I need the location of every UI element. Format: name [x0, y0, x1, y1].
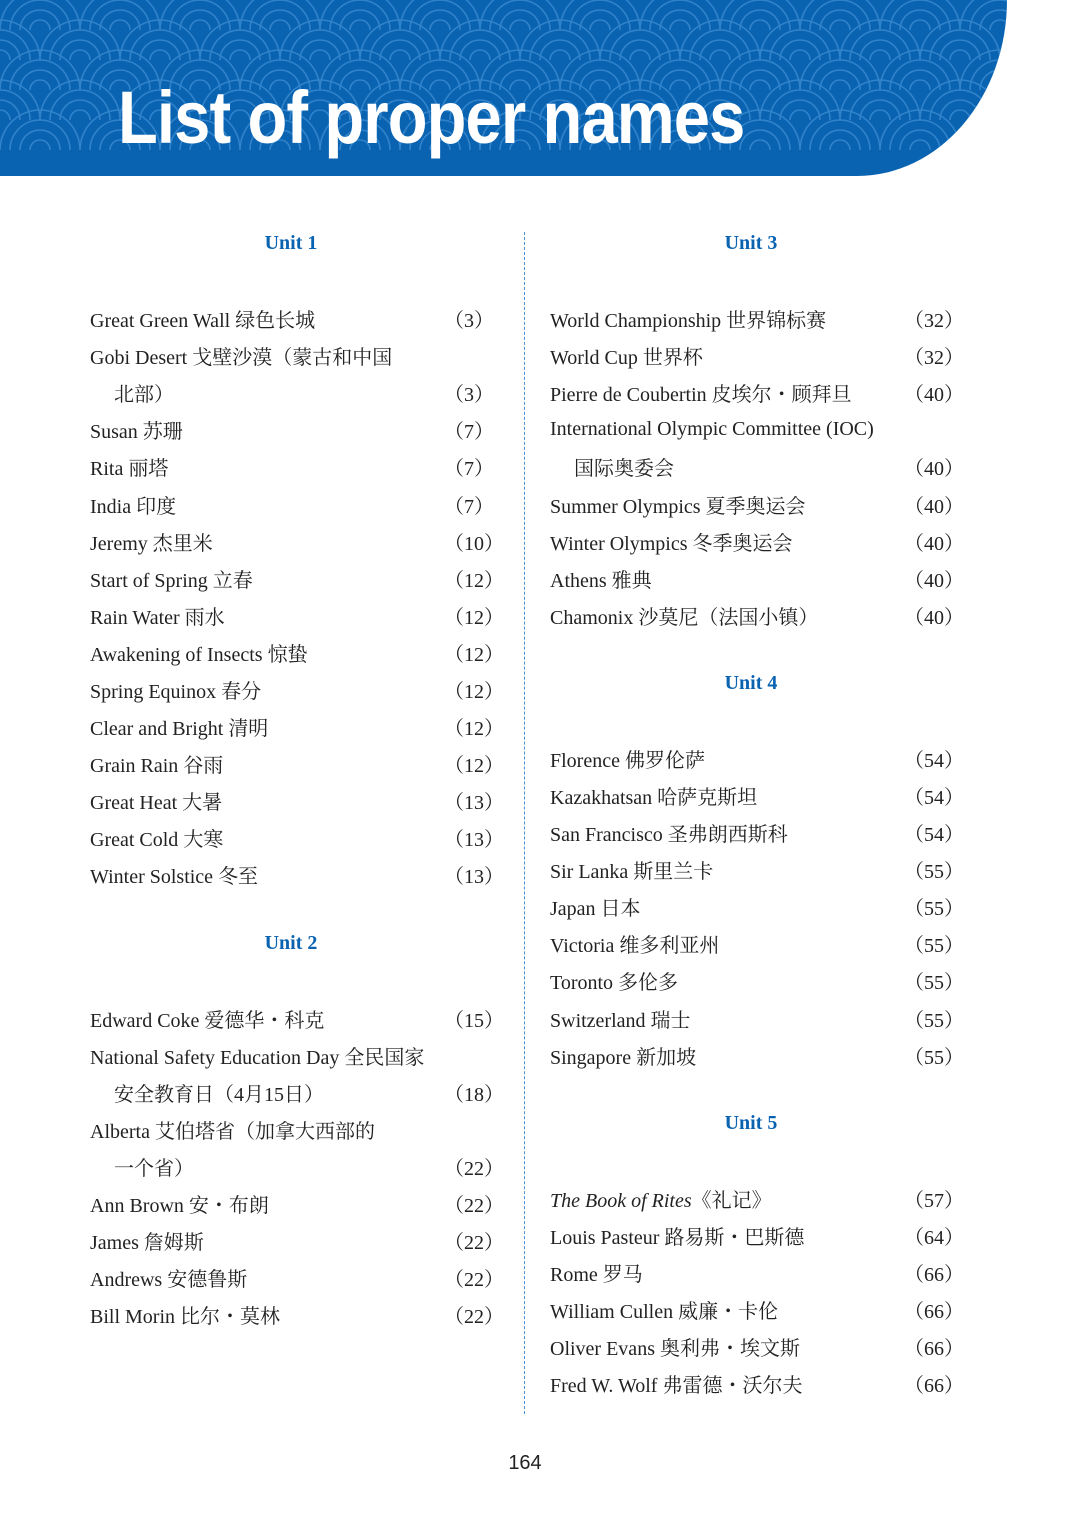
english-name: William Cullen: [550, 1301, 674, 1324]
chinese-name: 比尔・莫林: [180, 1306, 281, 1329]
unit-heading: Unit 1: [264, 232, 318, 254]
wave-arc: [830, 80, 850, 90]
name-entry-row: [90, 597, 504, 634]
page-reference: （66）: [904, 1338, 964, 1361]
english-name: Pierre de Coubertin: [550, 384, 707, 407]
chinese-name: 多伦多: [618, 972, 679, 995]
wave-arc: [870, 50, 890, 60]
chinese-name: 詹姆斯: [143, 1232, 204, 1255]
chinese-name: 安・布朗: [188, 1195, 269, 1218]
wave-arc: [0, 0, 80, 30]
entry-continuation: 一个省）: [114, 1157, 194, 1180]
wave-arc: [240, 0, 320, 30]
page-reference: （22）: [444, 1195, 504, 1218]
name-entry-row: [550, 851, 964, 888]
unit-section: [550, 230, 964, 634]
wave-arc: [1000, 20, 1007, 60]
english-name: Toronto: [550, 972, 614, 995]
wave-arc: [10, 120, 70, 150]
english-name: Jeremy: [90, 532, 148, 555]
wave-arc: [470, 50, 490, 60]
wave-arc: [890, 120, 950, 150]
name-entry-row: [550, 411, 952, 448]
chinese-name: 《礼记》: [691, 1189, 772, 1212]
chinese-name: 威廉・卡伦: [678, 1301, 779, 1324]
chinese-name: 杰里米: [152, 532, 213, 555]
wave-arc: [590, 20, 610, 30]
page-reference: （64）: [904, 1226, 964, 1249]
name-entry-row: [90, 1222, 504, 1259]
english-name: Oliver Evans: [550, 1338, 655, 1361]
english-name: Winter Solstice: [90, 866, 214, 889]
wave-arc: [0, 80, 40, 120]
english-name: Start of Spring: [90, 569, 208, 592]
english-name: Sir Lanka: [550, 861, 629, 884]
wave-arc: [970, 120, 1007, 150]
page-number: 164: [508, 1452, 542, 1474]
page-reference: （40）: [904, 384, 964, 407]
wave-arc: [480, 0, 560, 30]
wave-arc: [910, 140, 930, 150]
page-reference: （55）: [904, 898, 964, 921]
page-reference: （12）: [444, 755, 504, 778]
wave-arc: [710, 50, 730, 60]
wave-arc: [390, 50, 410, 60]
english-name: Athens: [550, 569, 607, 592]
english-name: India: [90, 495, 132, 518]
name-entry-row: [90, 708, 504, 745]
page-reference: （55）: [904, 1046, 964, 1069]
wave-arc: [720, 0, 800, 30]
chinese-name: 大寒: [183, 829, 224, 852]
name-entry-row: [90, 485, 492, 522]
chinese-name: 冬季奥运会: [692, 532, 793, 555]
english-name: Bill Morin: [90, 1306, 176, 1329]
english-name: Gobi Desert: [90, 347, 188, 370]
name-entry-row: [550, 777, 964, 814]
name-entry-row: [550, 740, 964, 777]
name-entry-row: [90, 374, 492, 411]
chinese-name: 新加坡: [636, 1046, 697, 1069]
wave-arc: [810, 120, 870, 150]
chinese-name: 日本: [600, 898, 641, 921]
page-reference: （32）: [904, 347, 964, 370]
wave-arc: [990, 140, 1007, 150]
chinese-name: 大暑: [182, 792, 223, 815]
unit-section: [90, 230, 504, 894]
wave-arc: [800, 0, 880, 30]
unit-section: [550, 670, 964, 1074]
wave-arc: [30, 140, 50, 150]
wave-arc: [400, 0, 480, 30]
name-entry-row: [550, 448, 964, 485]
english-name: Rita: [90, 458, 124, 481]
chinese-name: 立春: [212, 569, 253, 592]
page-reference: （55）: [904, 1009, 964, 1032]
chinese-name: 世界杯: [642, 347, 703, 370]
english-name: Victoria: [550, 935, 615, 958]
english-name: Edward Coke: [90, 1009, 200, 1032]
name-entry-row: [90, 745, 504, 782]
name-entry-row: [90, 671, 504, 708]
chinese-name: 皮埃尔・顾拜旦: [711, 384, 852, 407]
unit-heading: Unit 3: [724, 232, 778, 254]
english-name: Andrews: [90, 1269, 163, 1292]
page-reference: （40）: [904, 606, 964, 629]
entry-continuation: 北部）: [114, 384, 174, 407]
english-name: Great Cold: [90, 829, 179, 852]
chinese-name: 沙莫尼（法国小镇）: [638, 606, 819, 629]
name-entry-row: [90, 337, 492, 374]
english-name: Chamonix: [550, 606, 634, 629]
wave-arc: [910, 80, 930, 90]
english-name: International Olympic Committee (IOC): [550, 418, 874, 441]
unit-heading: Unit 5: [724, 1111, 778, 1134]
name-entry-row: [550, 962, 964, 999]
name-entry-row: [90, 856, 504, 893]
wave-arc: [990, 80, 1007, 90]
english-name: Great Heat: [90, 792, 178, 815]
name-entry-row: [550, 374, 964, 411]
english-name: Alberta: [90, 1120, 150, 1143]
page-reference: （7）: [444, 495, 494, 518]
page-reference: （18）: [444, 1083, 504, 1106]
page-reference: （3）: [444, 310, 494, 333]
name-entry-row: [550, 1037, 964, 1074]
chinese-name: 印度: [136, 495, 177, 518]
unit-section: [90, 930, 504, 1334]
page-reference: （12）: [444, 680, 504, 703]
page-reference: （55）: [904, 935, 964, 958]
page-reference: （22）: [444, 1157, 504, 1180]
name-entry-row: [90, 300, 492, 337]
chinese-name: 夏季奥运会: [705, 495, 806, 518]
column-right: [550, 230, 964, 1438]
wave-arc: [0, 20, 40, 60]
wave-arc: [990, 20, 1007, 30]
chinese-name: 春分: [221, 680, 262, 703]
english-name: National Safety Education Day: [90, 1046, 340, 1069]
page-reference: （22）: [444, 1232, 504, 1255]
name-entry-row: [550, 925, 964, 962]
page-reference: （32）: [904, 310, 964, 333]
english-name: San Francisco: [550, 824, 663, 847]
unit-section: [550, 1110, 964, 1403]
wave-arc: [70, 50, 90, 60]
chinese-name: 全民国家: [344, 1046, 425, 1069]
chinese-name: 戈壁沙漠（蒙古和中国: [192, 347, 393, 370]
page-reference: （7）: [444, 458, 494, 481]
chinese-name: 艾伯塔省（加拿大西部的: [154, 1120, 375, 1143]
name-entry-row: [550, 523, 964, 560]
column-divider: [524, 232, 525, 1414]
page-reference: （40）: [904, 495, 964, 518]
english-name: Great Green Wall: [90, 310, 231, 333]
chinese-name: 哈萨克斯坦: [657, 786, 758, 809]
name-entry-row: [550, 485, 964, 522]
wave-arc: [0, 30, 30, 60]
page-reference: （13）: [444, 829, 504, 852]
wave-arc: [640, 0, 720, 30]
page-reference: （12）: [444, 569, 504, 592]
column-left: [90, 230, 504, 1369]
english-name: World Championship: [550, 310, 722, 333]
name-entry-row: [90, 560, 504, 597]
chinese-name: 雨水: [184, 606, 225, 629]
english-name: Spring Equinox: [90, 680, 217, 703]
name-entry-row: [90, 1111, 492, 1148]
name-entry-row: [90, 411, 492, 448]
english-name: Summer Olympics: [550, 495, 701, 518]
wave-arc: [880, 0, 960, 30]
english-name: James: [90, 1232, 139, 1255]
page-reference: （12）: [444, 718, 504, 741]
wave-arc: [230, 50, 250, 60]
name-entry-row: [90, 523, 504, 560]
name-entry-row: [550, 1291, 964, 1328]
page-reference: （54）: [904, 786, 964, 809]
chinese-name: 丽塔: [128, 458, 169, 481]
name-entry-row: [90, 448, 492, 485]
wave-arc: [0, 90, 30, 120]
english-name: Fred W. Wolf: [550, 1375, 658, 1398]
page-reference: （13）: [444, 866, 504, 889]
chinese-name: 维多利亚州: [619, 935, 720, 958]
page-reference: （40）: [904, 458, 964, 481]
english-name: Florence: [550, 749, 620, 772]
english-name: Kazakhatsan: [550, 786, 653, 809]
name-entry-row: [550, 1217, 964, 1254]
english-name: Winter Olympics: [550, 532, 688, 555]
name-entry-row: [550, 1328, 964, 1365]
chinese-name: 瑞士: [650, 1009, 691, 1032]
wave-arc: [870, 110, 890, 120]
wave-arc: [0, 50, 10, 60]
chinese-name: 谷雨: [183, 755, 224, 778]
wave-arc: [70, 110, 90, 120]
wave-arc: [970, 60, 1007, 90]
english-name: World Cup: [550, 347, 638, 370]
wave-arc: [750, 140, 770, 150]
name-entry-row: [550, 814, 964, 851]
chinese-name: 冬至: [218, 866, 259, 889]
english-name: Susan: [90, 421, 138, 444]
wave-arc: [80, 0, 160, 30]
chinese-name: 路易斯・巴斯德: [664, 1226, 805, 1249]
wave-arc: [550, 50, 570, 60]
wave-arc: [0, 110, 10, 120]
name-entry-row: [550, 1365, 964, 1402]
wave-arc: [560, 0, 640, 30]
wave-arc: [30, 20, 50, 30]
name-entry-row: [90, 782, 504, 819]
name-entry-row: [550, 1180, 964, 1217]
page-reference: （22）: [444, 1306, 504, 1329]
wave-arc: [270, 20, 290, 30]
name-entry-row: [90, 1185, 504, 1222]
page-reference: （57）: [904, 1189, 964, 1212]
chinese-name: 圣弗朗西斯科: [667, 824, 788, 847]
wave-arc: [110, 20, 130, 30]
page-reference: （54）: [904, 749, 964, 772]
page-reference: （22）: [444, 1269, 504, 1292]
page-reference: （13）: [444, 792, 504, 815]
chinese-name: 惊蛰: [267, 643, 308, 666]
english-name: Grain Rain: [90, 755, 179, 778]
wave-arc: [830, 140, 850, 150]
name-entry-row: [550, 597, 964, 634]
page-reference: （40）: [904, 532, 964, 555]
page-reference: （12）: [444, 643, 504, 666]
wave-arc: [190, 20, 210, 30]
name-entry-row: [550, 1000, 964, 1037]
wave-arc: [950, 50, 970, 60]
chinese-name: 弗雷德・沃尔夫: [662, 1375, 803, 1398]
wave-arc: [750, 80, 770, 90]
wave-arc: [970, 0, 1007, 30]
wave-arc: [320, 0, 400, 30]
name-entry-row: [550, 1254, 964, 1291]
english-name: Singapore: [550, 1046, 632, 1069]
unit-heading: Unit 2: [264, 931, 318, 954]
page-reference: （12）: [444, 606, 504, 629]
wave-arc: [1000, 80, 1007, 120]
wave-arc: [910, 20, 930, 30]
chinese-name: 罗马: [602, 1263, 643, 1286]
name-entry-row: [90, 1000, 504, 1037]
name-entry-row: [90, 1148, 504, 1185]
page-reference: （66）: [904, 1263, 964, 1286]
chinese-name: 清明: [228, 718, 269, 741]
english-name: Ann Brown: [90, 1195, 184, 1218]
wave-arc: [350, 20, 370, 30]
wave-arc: [790, 50, 810, 60]
page-reference: （66）: [904, 1375, 964, 1398]
name-entry-row: [90, 1259, 504, 1296]
page-reference: （66）: [904, 1301, 964, 1324]
title-banner: [0, 0, 1007, 176]
chinese-name: 苏珊: [142, 421, 183, 444]
wave-arc: [510, 20, 530, 30]
chinese-name: 奥利弗・埃文斯: [659, 1338, 800, 1361]
english-name: Switzerland: [550, 1009, 646, 1032]
page-reference: （7）: [444, 421, 494, 444]
entry-continuation: 安全教育日（4月15日）: [114, 1083, 324, 1106]
name-entry-row: [90, 1037, 492, 1074]
chinese-name: 雅典: [611, 569, 652, 592]
english-name: The Book of Rites: [550, 1189, 692, 1212]
chinese-name: 世界锦标赛: [726, 310, 827, 333]
page-reference: （55）: [904, 972, 964, 995]
page-title: List of proper names: [118, 76, 745, 159]
chinese-name: 绿色长城: [235, 310, 316, 333]
chinese-name: 爱德华・科克: [204, 1009, 325, 1032]
page-reference: （10）: [444, 532, 504, 555]
english-name: Rain Water: [90, 606, 180, 629]
name-entry-row: [550, 300, 964, 337]
wave-arc: [30, 80, 50, 90]
wave-arc: [150, 50, 170, 60]
english-name: Japan: [550, 898, 596, 921]
chinese-name: 佛罗伦萨: [624, 749, 705, 772]
unit-heading: Unit 4: [724, 671, 778, 694]
name-entry-row: [90, 1074, 504, 1111]
english-name: Clear and Bright: [90, 718, 224, 741]
english-name: Louis Pasteur: [550, 1226, 660, 1249]
page-reference: （3）: [444, 384, 494, 407]
wave-arc: [630, 50, 650, 60]
wave-arc: [830, 20, 850, 30]
wave-arc: [750, 20, 770, 30]
chinese-name: 安德鲁斯: [167, 1269, 248, 1292]
name-entry-row: [550, 337, 964, 374]
wave-arc: [430, 20, 450, 30]
page-reference: （55）: [904, 861, 964, 884]
wave-arc: [950, 110, 970, 120]
wave-arc: [790, 110, 810, 120]
page-reference: （15）: [444, 1009, 504, 1032]
english-name: Awakening of Insects: [90, 643, 263, 666]
page-reference: （54）: [904, 824, 964, 847]
name-entry-row: [90, 634, 504, 671]
english-name: Rome: [550, 1263, 598, 1286]
name-entry-row: [550, 560, 964, 597]
name-entry-row: [90, 1296, 504, 1333]
name-entry-row: [550, 888, 964, 925]
name-entry-row: [90, 819, 504, 856]
wave-arc: [160, 0, 240, 30]
wave-arc: [670, 20, 690, 30]
page-reference: （40）: [904, 569, 964, 592]
chinese-name: 斯里兰卡: [633, 861, 714, 884]
wave-arc: [310, 50, 330, 60]
entry-continuation: 国际奥委会: [574, 458, 674, 481]
